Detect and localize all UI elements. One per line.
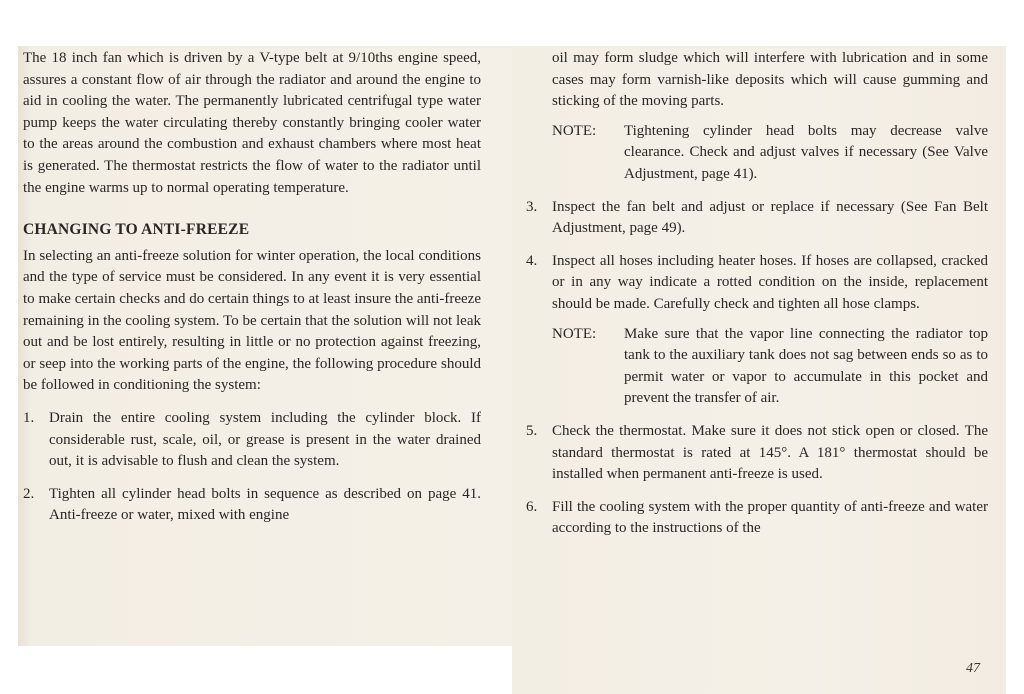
- step-text: Check the thermostat. Make sure it does not stick open or closed. The standard thermostat is rated at 145°. A 181° thermostat should be installed when permanent anti-freeze is used.: [552, 422, 988, 483]
- step-3: [526, 197, 988, 240]
- note-1: [526, 121, 988, 186]
- step-number: 3.: [526, 198, 538, 215]
- step-5: [526, 421, 988, 486]
- step-number: 1.: [23, 409, 35, 426]
- step-number: 4.: [526, 252, 538, 269]
- step-text: Fill the cooling system with the proper quantity of anti-freeze and water according to the instructions of the: [552, 498, 988, 537]
- step-text: Drain the entire cooling system including the cylinder block. If considerable rust, scale, oil, or grease is present in the water drained out, it is advisable to flush and clean the system.: [49, 409, 481, 470]
- note-2: [526, 324, 988, 410]
- step-number: 5.: [526, 422, 538, 439]
- step-2-continued: [526, 48, 988, 113]
- right-column: [526, 48, 988, 540]
- step-text: Inspect all hoses including heater hoses. If hoses are collapsed, cracked or in any way indicate a rotted condition on the inside, replacement should be made. Carefully check and tighten all hose clamps.: [552, 252, 988, 312]
- note-label: NOTE:: [552, 325, 597, 342]
- step-1: [23, 408, 481, 473]
- anti-freeze-paragraph: In selecting an anti-freeze solution for winter operation, the local conditions and the type of service must be considered. In any event it is very essential to make certain checks and do certain things to at least insure the anti-freeze remaining in the cooling system. To be certain that the solution will not leak out and be lost entirely, resulting in little or no protection against freezing, or seep into the working parts of the engine, the following procedure should be followed in conditioning the system:: [23, 247, 481, 394]
- step-text: Inspect the fan belt and adjust or replace if necessary (See Fan Belt Adjustment, page 49).: [552, 198, 988, 237]
- step-6: [526, 497, 988, 540]
- note-label: NOTE:: [552, 122, 597, 139]
- page-number: 47: [966, 661, 980, 676]
- left-column: [23, 48, 481, 527]
- step-number: 6.: [526, 498, 538, 515]
- note-text: Tightening cylinder head bolts may decrease valve clearance. Check and adjust valves if necessary (See Valve Adjustment, page 41).: [624, 122, 988, 182]
- step-number: 2.: [23, 485, 35, 502]
- continuation-text: oil may form sludge which will interfere with lubrication and in some cases may form varnish-like deposits which will cause gumming and sticking of the moving parts.: [552, 50, 988, 110]
- step-text: Tighten all cylinder head bolts in sequence as described on page 41. Anti-freeze or water, mixed with engine: [49, 485, 481, 524]
- note-text: Make sure that the vapor line connecting the radiator top tank to the auxiliary tank does not sag between ends so as to permit water or vapor to accumulate in this pocket and prevent the transfer of air.: [624, 325, 988, 407]
- intro-paragraph: The 18 inch fan which is driven by a V-type belt at 9/10ths engine speed, assures a constant flow of air through the radiator and around the engine to aid in cooling the water. The permanently lubricated centrifugal type water pump keeps the water circulating thereby constantly bringing cooler water to the areas around the combustion and exhaust chambers where most heat is generated. The thermostat restricts the flow of water to the radiator until the engine warms up to normal operating temperature.: [23, 50, 481, 196]
- section-heading: CHANGING TO ANTI-FREEZE: [23, 221, 250, 239]
- step-4: [526, 251, 988, 316]
- step-2: [23, 484, 481, 527]
